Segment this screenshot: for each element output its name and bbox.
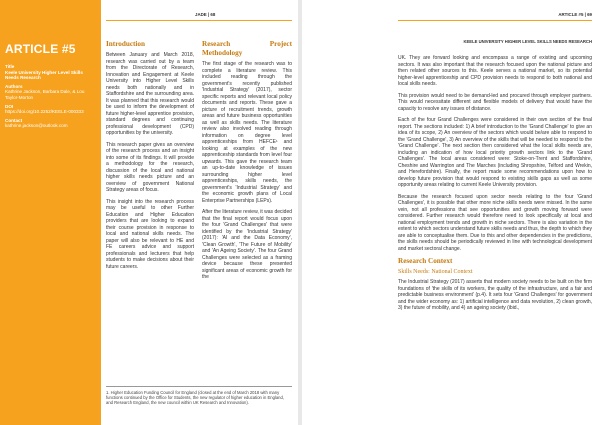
authors: Kathrine Jackson, Barbara Dale, & Lou Taylor-Morton bbox=[5, 89, 85, 100]
body-paragraph-5: The Industrial Strategy (2017) asserts that modern society needs to be built on the firm foundations of 'the skills of its workers, the quality of the infrastructure, and a fair and predictable business environment' (p.4). It sets four 'Grand Challenges' for government and the wider economy as: 1) artificial intelligence and data revolution, 2) clean growth, 3) the future of mobility, and 4) an ageing society (ibid., bbox=[398, 279, 592, 311]
doi-link[interactable]: https://doi.org/10.2252/KEELE-000333 bbox=[5, 109, 84, 115]
intro-column bbox=[106, 40, 194, 275]
title-key: Title bbox=[5, 64, 15, 69]
left-page bbox=[0, 0, 298, 425]
doi-key: DOI bbox=[5, 103, 14, 109]
running-head-left: JADE | 68 bbox=[195, 12, 216, 17]
methodology-heading: Research Project Methodology bbox=[202, 40, 292, 57]
contact-email[interactable]: kathrine.jackson@outlook.com bbox=[5, 123, 68, 129]
body-paragraph-4: Because the research focused upon sector needs relating to the four 'Grand Challenges', it is possible that other more niche skills needs were missed. In the same vein, not all professions that see opportunities and growth moving forward were considered. Further research would therefore need to look specifically at local and national employment trends and growth in niche sectors. There is also variation in the extent to which sectors understand future skills needs and thus, the depth to which they are able to conceptualise them. Due to this and other dependencies in the predictions, the skills needs should be periodically reviewed in line with technological development and market sectoral change. bbox=[398, 193, 592, 252]
article-subhead: KEELE UNIVERSITY HIGHER LEVEL SKILLS NEEDS RESEARCH bbox=[463, 39, 592, 44]
methodology-paragraph-1: The first stage of the research was to complete a literature review. This included reading through the government's recently published 'Industrial Strategy' (2017), sector specific reports and relevant local policy documents and reports. These gave a picture of recruitment trends, growth areas and future business opportunities as well as skills needs. The literature review also involved reading through information on degree level apprenticeships from HEFCE¹ and looking at examples of the new apprenticeship standards from level four upwards. This gave the research team an up-to-date knowledge of issues surrounding higher level apprenticeships, skills needs, the government's 'Industrial Strategy' and the economic growth plans of Local Enterprise Partnerships (LEPs). bbox=[202, 61, 292, 204]
header-rule-right bbox=[398, 20, 592, 21]
intro-heading: Introduction bbox=[106, 40, 146, 48]
article-title: Keele University Higher Level Skills Needs Research bbox=[5, 69, 83, 81]
contact-key: Contact bbox=[5, 117, 23, 123]
methodology-column bbox=[202, 40, 292, 286]
article-meta bbox=[5, 64, 97, 132]
body-paragraph-3: Each of the four Grand Challenges were considered in their own section of the final report. The sections included: 1) A brief introduction to the 'Grand Challenge' to give an idea of its scope, 2) An overview of the sectors which would be/are able to respond to the 'Grand Challenge', 3) An overview of the skills that will be needed to respond to the 'Grand Challenge'. The next section then considered what the local skills needs are, including an indication of how local priority growth sectors link to the 'Grand Challenges'. The local areas considered were: Stoke-on-Trent and Staffordshire, Cheshire and Warrington and The Marches (including Shropshire, Telford and Wrekin, and Herefordshire). Finally, the report made some recommendations upon how to develop future provision that would respond to existing skills gaps as well as some opportunity areas relating to current Keele University provision. bbox=[398, 117, 592, 188]
body-paragraph-2: This provision would need to be demand-led and procured through employer partners. This would necessitate different and flexible models of delivery that would have the capacity to resolve any issues of distance. bbox=[398, 92, 592, 112]
authors-key: Authors bbox=[5, 83, 23, 89]
footnote: 1. Higher Education Funding Council for England (closed at the end of March 2018 with many functions continued by the Office for Students, the new regulator of higher education in England, and Research England, the new council within UK Research and Innovation). bbox=[106, 386, 292, 406]
article-sidebar bbox=[0, 0, 101, 425]
body-column bbox=[398, 55, 592, 317]
intro-paragraph-3: This insight into the research process may be useful to other Further Education and Higher Education providers that are looking to expand their course provision in response to local and national skills needs. The paper will also be relevant to HE and FE careers advice and support professionals and lecturers that help students to make decisions about their future careers. bbox=[106, 198, 194, 270]
body-paragraph-1: UK. They are forward looking and encompass a range of existing and upcoming sectors. It was also important that the research focused upon the national picture and then related other sources to this. Keele serves a national market, so its potential higher-level apprenticeship and CPD provision needs to respond to both national and local skills needs. bbox=[398, 55, 592, 87]
header-rule bbox=[106, 20, 292, 21]
running-head-right: ARTICLE #5 | 69 bbox=[558, 12, 592, 17]
research-context-heading: Research Context bbox=[398, 257, 453, 265]
intro-paragraph-2: This research paper gives an overview of the research process and an insight into some of its findings. It will provide a methodology for the research, discussion of the local and national higher skills needs picture and an overview of government National Strategy areas of focus. bbox=[106, 141, 194, 193]
national-context-subheading: Skills Needs: National Context bbox=[398, 269, 473, 275]
methodology-paragraph-2: After the literature review, it was decided that the final report would focus upon the four 'Grand Challenges' that were identified by the 'Industrial Strategy' (2017): 'AI and the Data Economy', 'Clean Growth', 'The Future of Mobility' and 'An Ageing Society'. The four Grand Challenges were selected as a framing device because these presented significant areas of economic growth for the bbox=[202, 209, 292, 280]
intro-paragraph-1: Between January and March 2018, research was carried out by a team from the Directorate of Research, Innovation and Engagement at Keele University into Higher Level Skills needs both nationally and in Staffordshire and the surrounding area. It was planned that this research would be used to inform the development of future higher-level apprentice provision, standard degrees and continuing professional development (CPD) opportunities by the university. bbox=[106, 52, 194, 136]
article-label: ARTICLE #5 bbox=[5, 42, 76, 56]
right-page bbox=[302, 0, 600, 425]
